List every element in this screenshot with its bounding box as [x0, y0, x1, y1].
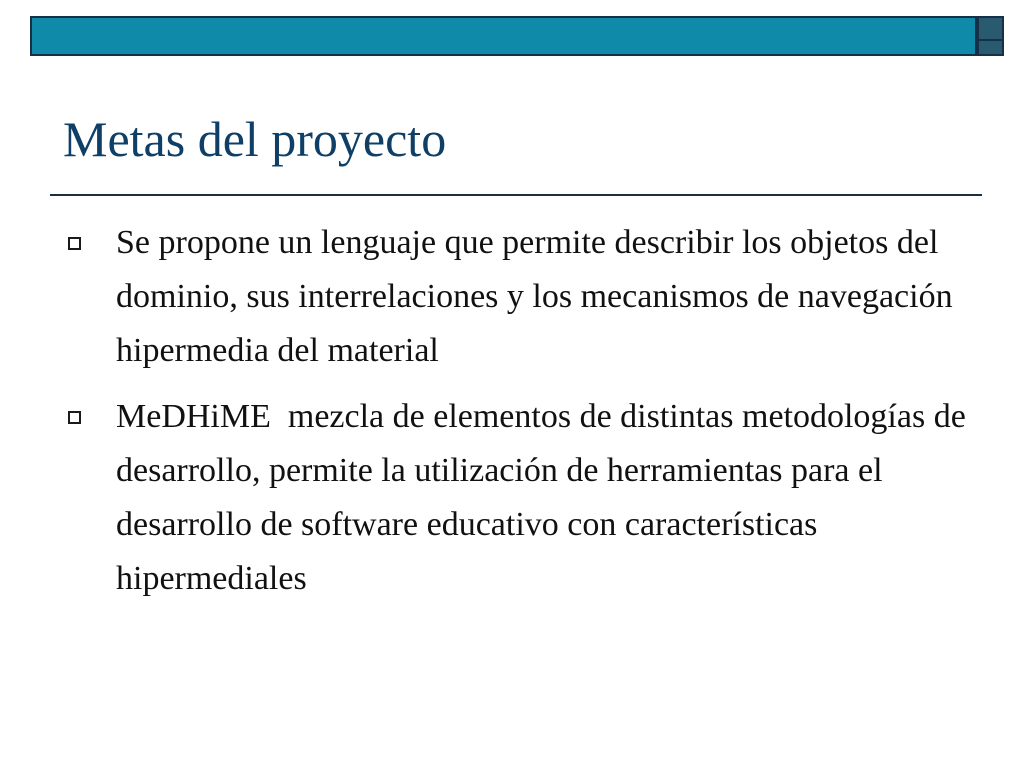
- header-decoration-square: [977, 16, 1004, 56]
- bullet-item-1: [62, 216, 972, 378]
- bullet-text-1: Se propone un lenguaje que permite describir los objetos del dominio, sus interrelaciones y los mecanismos de navegación hipermedia del material: [116, 224, 962, 369]
- bullet-list: [62, 216, 975, 618]
- square-bullet-icon: [68, 411, 81, 424]
- header-decoration-bar: [30, 16, 977, 56]
- bullet-item-2: [62, 390, 975, 606]
- title-divider: [50, 194, 982, 196]
- slide-title: Metas del proyecto: [63, 111, 447, 167]
- bullet-text-2: MeDHiME mezcla de elementos de distintas metodologías de desarrollo, permite la utilización de herramientas para el desarrollo de software educativo con características hipermediales: [116, 398, 975, 597]
- square-bullet-icon: [68, 237, 81, 250]
